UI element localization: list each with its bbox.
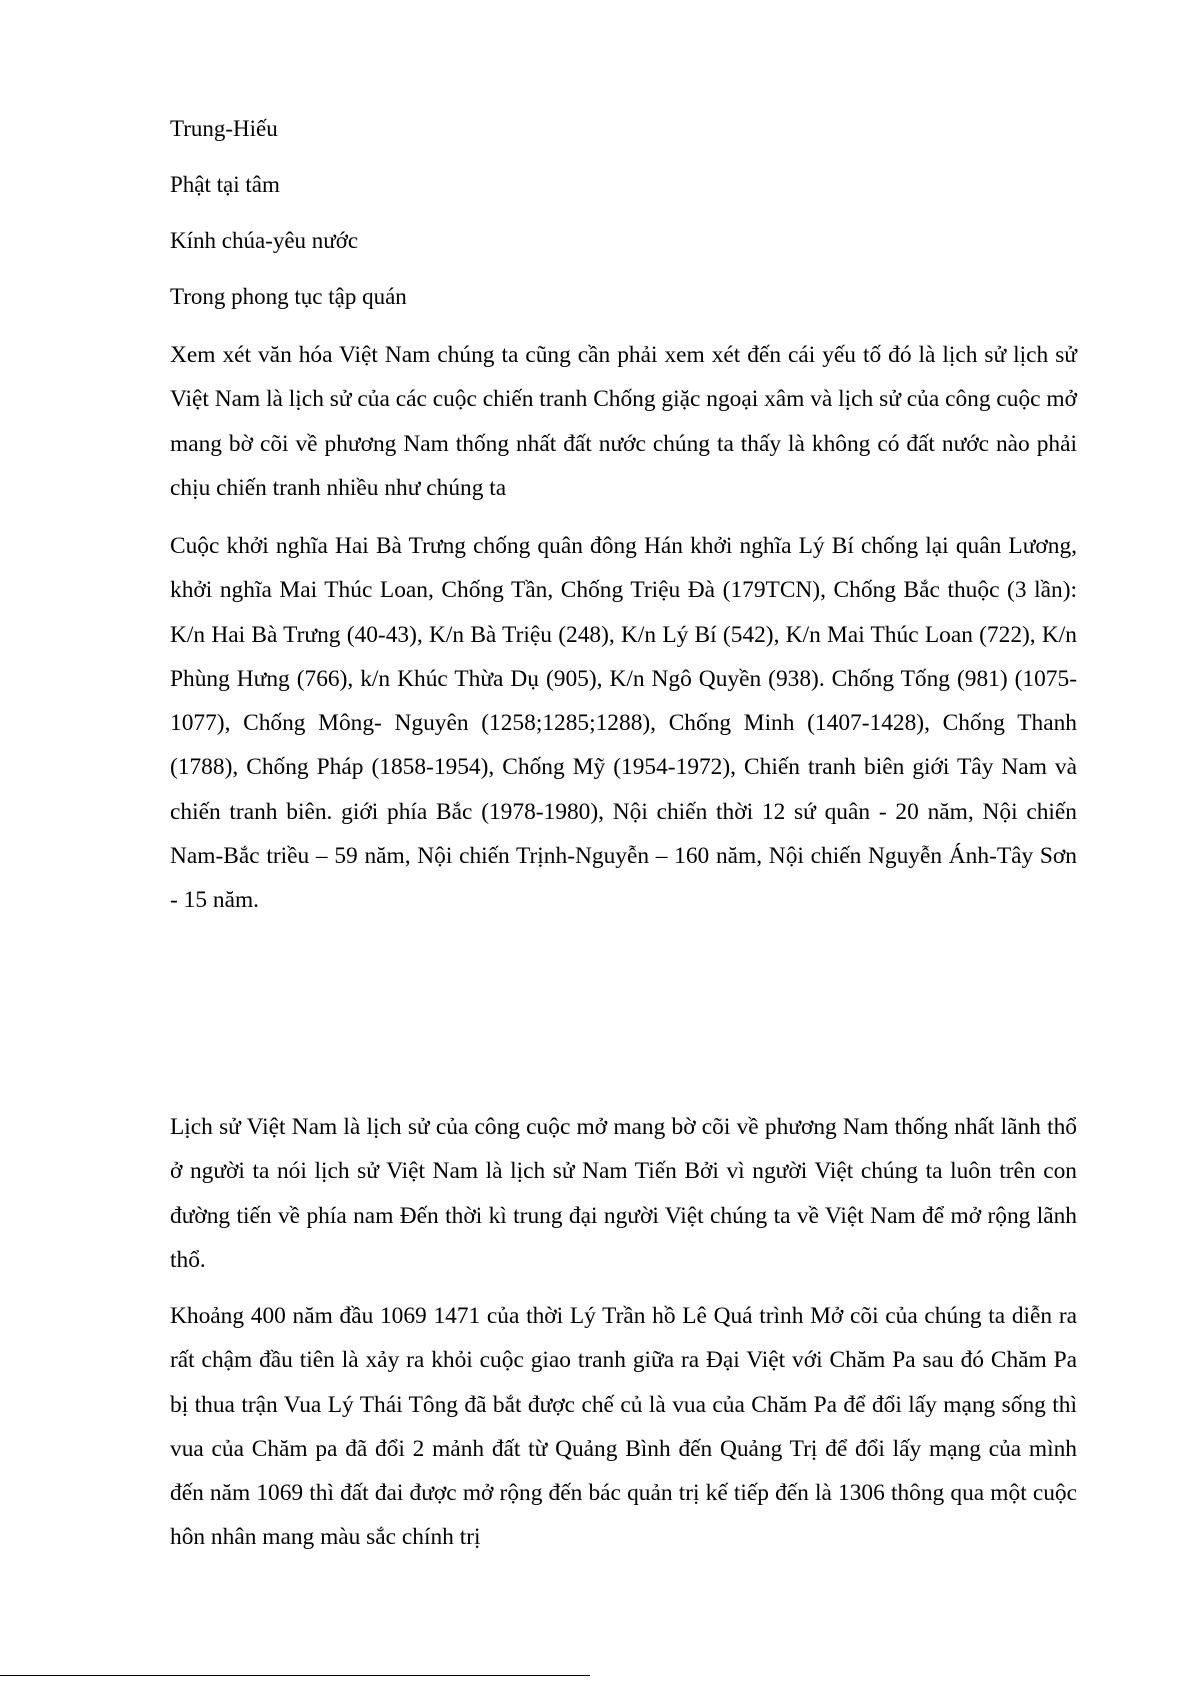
paragraph-wars-list: Cuộc khởi nghĩa Hai Bà Trưng chống quân đông Hán khởi nghĩa Lý Bí chống lại quân Lương, khởi nghĩa Mai Thúc Loan, Chống Tần, Chống Triệu Đà (179TCN), Chống Bắc thuộc (3 lần): K/n Hai Bà Trưng (40-43), K/n Bà Triệu (248), K/n Lý Bí (542), K/n Mai Thúc Loan (722), K/n Phùng Hưng (766), k/n Khúc Thừa Dụ (905), K/n Ngô Quyền (938). Chống Tống (981) (1075-1077), Chống Mông- Nguyên (1258;1285;1288), Chống Minh (1407-1428), Chống Thanh (1788), Chống Pháp (1858-1954), Chống Mỹ (1954-1972), Chiến tranh biên giới Tây Nam và chiến tranh biên. giới phía Bắc (1978-1980), Nội chiến thời 12 sứ quân - 20 năm, Nội chiến Nam-Bắc triều – 59 năm, Nội chiến Trịnh-Nguyễn – 160 năm, Nội chiến Nguyễn Ánh-Tây Sơn - 15 năm.	[170, 533, 1077, 914]
footer-rule	[0, 1675, 590, 1676]
heading-line-4: Trong phong tục tập quán	[170, 284, 407, 309]
paragraph-ly-tran-period: Khoảng 400 năm đầu 1069 1471 của thời Lý Trần hồ Lê Quá trình Mở cõi của chúng ta diễn ra rất chậm đầu tiên là xảy ra khỏi cuộc giao tranh giữa ra Đại Việt với Chăm Pa sau đó Chăm Pa bị thua trận Vua Lý Thái Tông đã bắt được chế củ là vua của Chăm Pa để đổi lấy mạng sống thì vua của Chăm pa đã đổi 2 mảnh đất từ Quảng Bình đến Quảng Trị để đổi lấy mạng của mình đến năm 1069 thì đất đai được mở rộng đến bác quản trị kế tiếp đến là 1306 thông qua một cuộc hôn nhân mang màu sắc chính trị	[170, 1303, 1077, 1551]
heading-line-2: Phật tại tâm	[170, 172, 280, 197]
paragraph-intro: Xem xét văn hóa Việt Nam chúng ta cũng cần phải xem xét đến cái yếu tố đó là lịch sử lịch sử Việt Nam là lịch sử của các cuộc chiến tranh Chống giặc ngoại xâm và lịch sử của công cuộc mở mang bờ cõi về phương Nam thống nhất đất nước chúng ta thấy là không có đất nước nào phải chịu chiến tranh nhiều như chúng ta	[170, 342, 1077, 501]
paragraph-southward-expansion: Lịch sử Việt Nam là lịch sử của công cuộc mở mang bờ cõi về phương Nam thống nhất lãnh thổ ở người ta nói lịch sử Việt Nam là lịch sử Nam Tiến Bởi vì người Việt chúng ta luôn trên con đường tiến về phía nam Đến thời kì trung đại người Việt chúng ta về Việt Nam để mở rộng lãnh thổ.	[170, 1114, 1077, 1273]
heading-line-3: Kính chúa-yêu nước	[170, 228, 359, 253]
heading-line-1: Trung-Hiếu	[170, 116, 278, 141]
